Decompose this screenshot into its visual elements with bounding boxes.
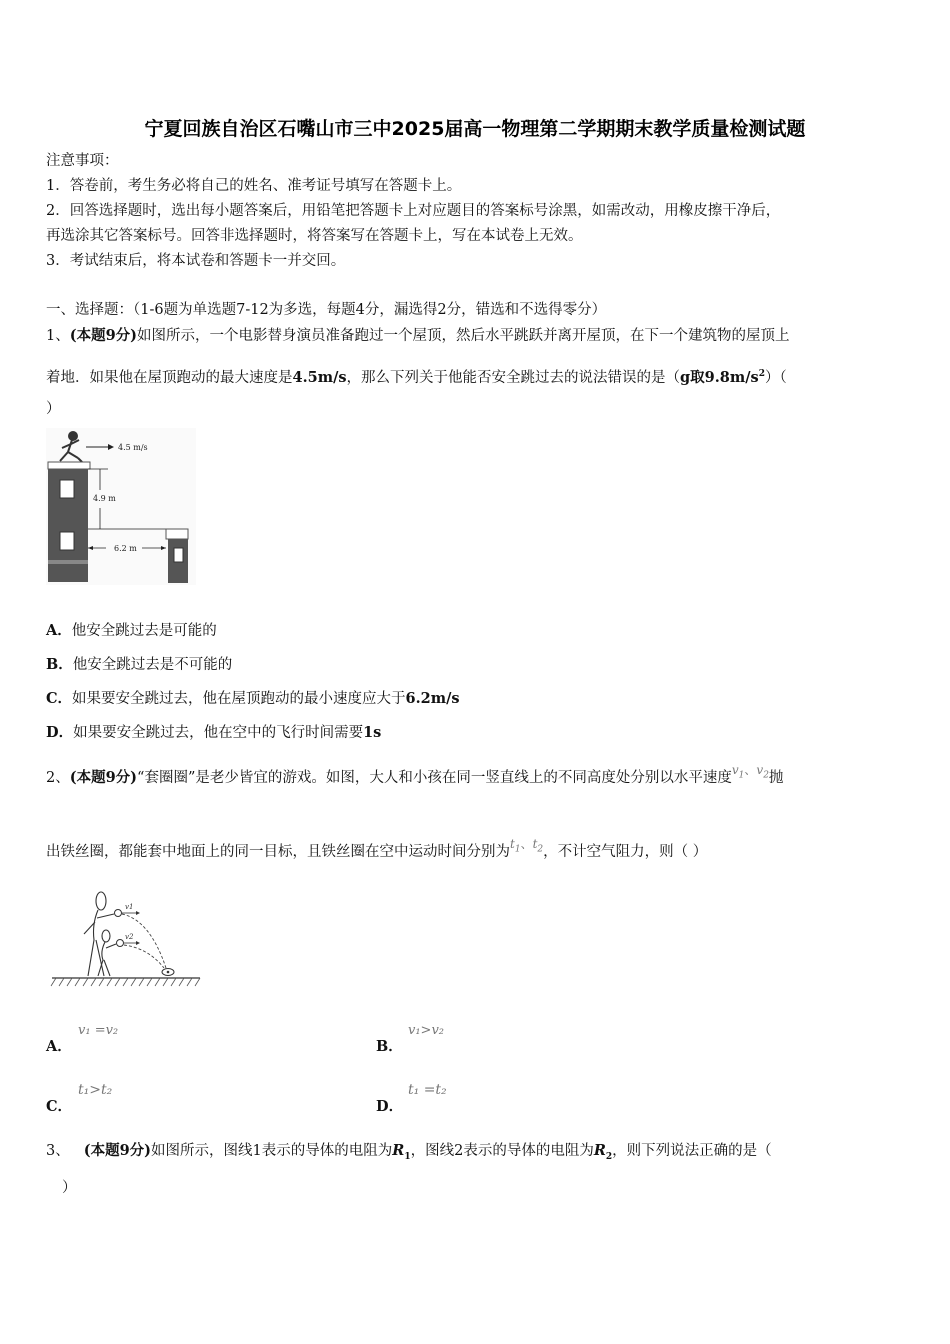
q2-option-c-math: t₁>t₂ <box>78 1082 113 1098</box>
q2-option-d-math: t₁ =t₂ <box>408 1082 447 1098</box>
question-3-line2: ） <box>62 1180 77 1196</box>
question-1-line1 <box>46 326 790 346</box>
child-icon <box>98 930 116 976</box>
notice-item: 3．考试结束后，将本试卷和答题卡一并交回。 <box>46 253 346 269</box>
question-3-line1: 3、 (本题9分)如图所示，图线1表示的导体的电阻为$R_1$，图线2表示的导体的电阻为$R_2$，则下列说法正确的是（ <box>46 1142 772 1162</box>
q1-option-b[interactable]: B．他安全跳过去是不可能的 <box>46 656 233 673</box>
notice-item: 1．答卷前，考生务必将自己的姓名、准考证号填写在答题卡上。 <box>46 178 462 194</box>
question-2-line1: 2、(本题9分)“套圈圈”是老少皆宜的游戏。如图，大人和小孩在同一竖直线上的不同高度处分别以水平速度$^{v_1、v_2}$抛 <box>46 763 784 786</box>
question-1-line3: ） <box>46 401 61 417</box>
notice-item: 再选涂其它答案标号。回答非选择题时，将答案写在答题卡上，写在本试卷上无效。 <box>46 228 583 244</box>
notice-heading: 注意事项： <box>46 153 119 169</box>
q1-points: (本题9分) <box>69 327 138 344</box>
page-title: 宁夏回族自治区石嘴山市三中2025届高一物理第二学期期末教学质量检测试题 <box>144 118 806 140</box>
question-1-line2: 着地．如果他在屋顶跑动的最大速度是4.5m/s，那么下列关于他能否安全跳过去的说法错误的是（g取$9.8m/s^2$）（ <box>46 368 787 386</box>
section-heading: 一、选择题：（1-6题为单选题7-12为多选，每题4分，漏选得2分，错选和不选得零分） <box>46 302 607 318</box>
q1-option-a[interactable]: A．他安全跳过去是可能的 <box>46 622 217 639</box>
q2-option-b[interactable]: B． <box>376 1038 403 1055</box>
notice-item: 2．回答选择题时，选出每小题答案后，用铅笔把答题卡上对应题目的答案标号涂黑，如需改动，用橡皮擦干净后， <box>46 203 781 219</box>
question-2-line2: 出铁丝圈，都能套中地面上的同一目标，且铁丝圈在空中运动时间分别为$^{t_1、t_2}$，不计空气阻力，则（ ） <box>46 837 708 860</box>
q1-number: 1、 <box>46 328 70 344</box>
q2-figure <box>48 888 203 990</box>
q1-option-d[interactable]: D．如果要安全跳过去，他在空中的飞行时间需要1s <box>46 724 382 741</box>
v1-label: v1 <box>125 903 134 911</box>
q1-option-c[interactable]: C．如果要安全跳过去，他在屋顶跑动的最小速度应大于6.2m/s <box>46 690 460 707</box>
q2-option-d[interactable]: D． <box>376 1098 404 1115</box>
q2-option-a-math: v₁ =v₂ <box>78 1023 119 1038</box>
height-label: 4.9 m <box>93 494 116 503</box>
q2-option-b-math: v₁>v₂ <box>408 1023 445 1038</box>
q1-figure <box>46 428 196 585</box>
q1-text: 如图所示，一个电影替身演员准备跑过一个屋顶，然后水平跳跃并离开屋顶，在下一个建筑物的屋顶上 <box>137 328 790 344</box>
distance-label: 6.2 m <box>114 544 137 553</box>
v2-label: v2 <box>125 933 134 941</box>
q2-option-c[interactable]: C． <box>46 1098 73 1115</box>
speed-label: 4.5 m/s <box>118 443 148 452</box>
q2-option-a[interactable]: A． <box>46 1038 72 1055</box>
